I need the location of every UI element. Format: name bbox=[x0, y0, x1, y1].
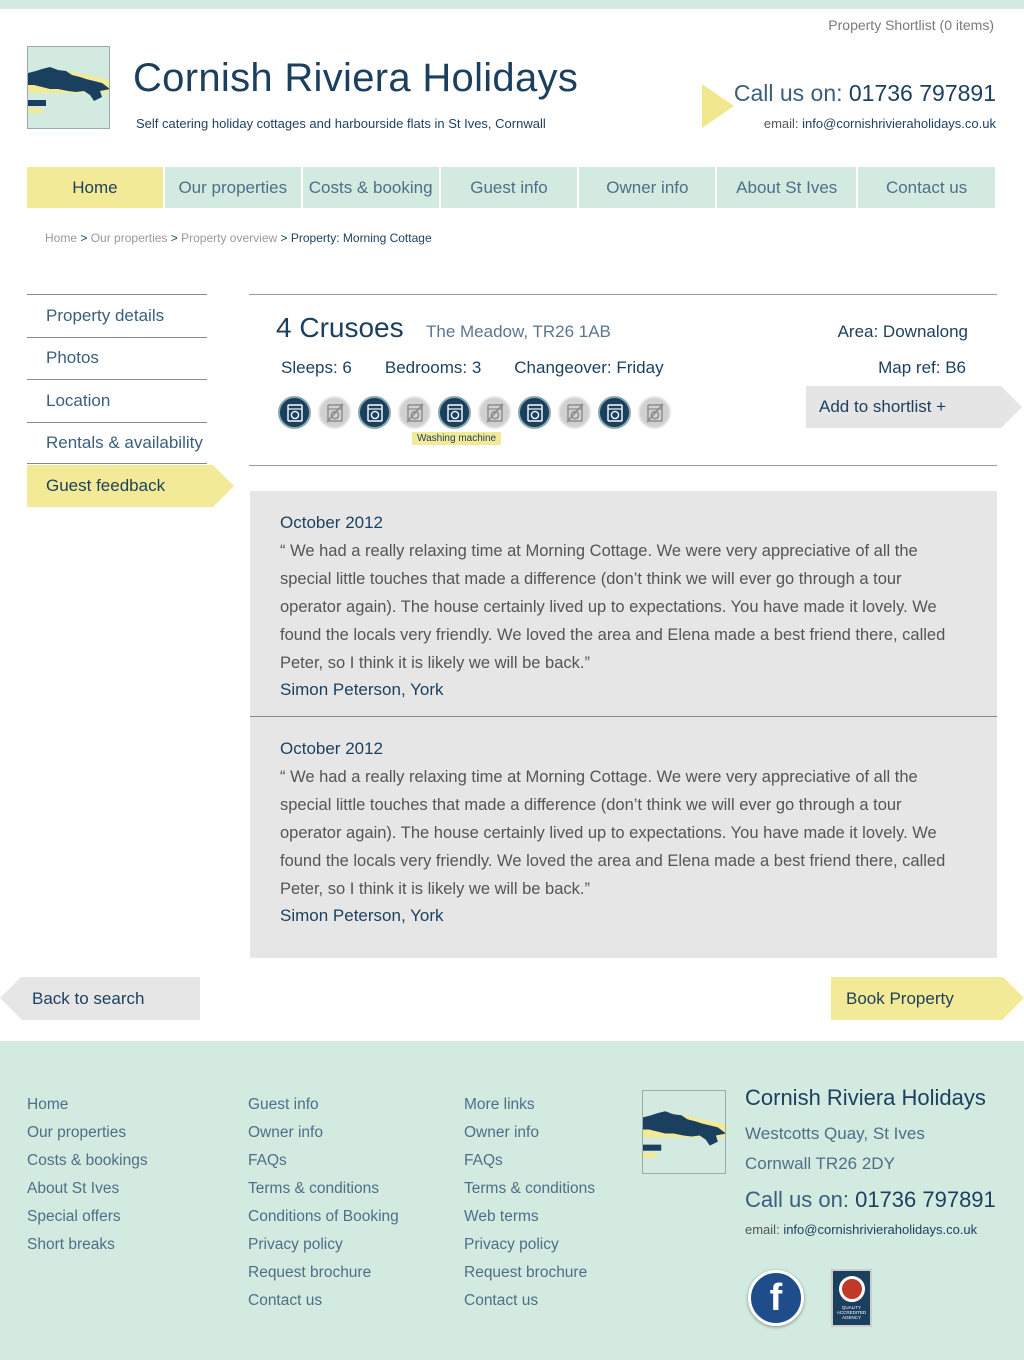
nav-our-properties[interactable]: Our properties bbox=[165, 167, 301, 208]
site-tagline: Self catering holiday cottages and harbourside flats in St Ives, Cornwall bbox=[136, 116, 546, 131]
washing-machine-unavailable-icon[interactable] bbox=[478, 396, 511, 429]
review-date: October 2012 bbox=[280, 513, 384, 532]
property-facts bbox=[281, 358, 664, 378]
review-author: Simon Peterson, York bbox=[280, 680, 444, 699]
footer-email-link[interactable]: info@cornishrivieraholidays.co.uk bbox=[783, 1222, 978, 1237]
breadcrumb-separator: > bbox=[80, 231, 88, 245]
review-author: Simon Peterson, York bbox=[280, 906, 444, 925]
review-text: “ We had a really relaxing time at Morning Cottage. We were very appreciative of all the special little touches that made a difference (don’t think we will ever go through a tour operator again). The house certainly lived up to expectations. You have made it lovely. We found the locals very friendly. We loved the area and Elena made a best friend there, called Peter, so I think it is likely we will be back.” bbox=[280, 768, 946, 898]
email-label: email: bbox=[763, 116, 799, 131]
footer-link[interactable]: Terms & conditions bbox=[248, 1180, 379, 1197]
footer-link[interactable]: Our properties bbox=[27, 1124, 127, 1141]
footer bbox=[0, 1041, 1024, 1360]
property-header bbox=[249, 294, 997, 466]
changeover-value: Changeover: Friday bbox=[514, 358, 664, 377]
sidebar-item-location[interactable]: Location bbox=[27, 379, 207, 422]
footer-links-col1 bbox=[27, 1091, 148, 1259]
sidebar-item-property-details[interactable]: Property details bbox=[27, 294, 207, 337]
phone-number[interactable]: 01736 797891 bbox=[848, 80, 996, 106]
footer-links-col3 bbox=[464, 1091, 595, 1315]
footer-link[interactable]: Guest info bbox=[248, 1096, 319, 1113]
footer-link[interactable]: Costs & bookings bbox=[27, 1152, 148, 1169]
quality-accredited-badge-icon[interactable] bbox=[831, 1269, 872, 1327]
nav-about-st-ives[interactable]: About St Ives bbox=[717, 167, 856, 208]
amenity-tooltip: Washing machine bbox=[412, 432, 501, 445]
footer-link[interactable]: Privacy policy bbox=[248, 1236, 343, 1253]
washing-machine-unavailable-icon[interactable] bbox=[638, 396, 671, 429]
footer-call-label: Call us on: bbox=[745, 1187, 849, 1212]
nav-owner-info[interactable]: Owner info bbox=[579, 167, 715, 208]
footer-link[interactable]: Web terms bbox=[464, 1208, 539, 1225]
nav-costs-booking[interactable]: Costs & booking bbox=[303, 167, 439, 208]
bedrooms-value: Bedrooms: 3 bbox=[384, 358, 482, 377]
property-address: The Meadow, TR26 1AB bbox=[426, 322, 611, 341]
footer-link[interactable]: Short breaks bbox=[27, 1236, 115, 1253]
header-phone bbox=[734, 80, 996, 107]
header-email bbox=[764, 116, 996, 131]
washing-machine-unavailable-icon[interactable] bbox=[398, 396, 431, 429]
footer-links-col2 bbox=[248, 1091, 399, 1315]
footer-email bbox=[745, 1222, 977, 1237]
footer-address-line1: Westcotts Quay, St Ives bbox=[745, 1124, 925, 1143]
breadcrumb-property-overview[interactable]: Property overview bbox=[181, 231, 278, 245]
property-area: Area: Downalong bbox=[837, 322, 968, 341]
footer-phone-number[interactable]: 01736 797891 bbox=[855, 1187, 996, 1212]
logo-coast-icon bbox=[643, 1091, 726, 1174]
footer-link[interactable]: Privacy policy bbox=[464, 1236, 559, 1253]
nav-home[interactable]: Home bbox=[27, 167, 163, 208]
property-sidebar bbox=[27, 294, 207, 507]
review-text: “ We had a really relaxing time at Morning Cottage. We were very appreciative of all the special little touches that made a difference (don’t think we will ever go through a tour operator again). The house certainly lived up to expectations. You have made it lovely. We found the locals very friendly. We loved the area and Elena made a best friend there, called Peter, so I think it is likely we will be back.” bbox=[280, 542, 946, 672]
footer-link[interactable]: More links bbox=[464, 1096, 535, 1113]
washing-machine-icon[interactable] bbox=[278, 396, 311, 429]
nav-contact-us[interactable]: Contact us bbox=[858, 167, 995, 208]
breadcrumb-current: Property: Morning Cottage bbox=[290, 231, 432, 245]
breadcrumb bbox=[45, 231, 432, 245]
sidebar-item-guest-feedback[interactable]: Guest feedback bbox=[27, 465, 213, 507]
footer-link[interactable]: FAQs bbox=[248, 1152, 287, 1169]
add-to-shortlist-button[interactable]: Add to shortlist + bbox=[806, 386, 1001, 428]
review-date: October 2012 bbox=[280, 739, 384, 758]
book-property-button[interactable]: Book Property bbox=[831, 977, 1003, 1020]
footer-link[interactable]: About St Ives bbox=[27, 1180, 120, 1197]
footer-company-name: Cornish Riviera Holidays bbox=[745, 1085, 986, 1110]
site-logo[interactable] bbox=[27, 46, 110, 129]
logo-coast-icon bbox=[28, 47, 110, 129]
breadcrumb-our-properties[interactable]: Our properties bbox=[90, 231, 168, 245]
washing-machine-icon[interactable] bbox=[598, 396, 631, 429]
main-nav bbox=[27, 167, 995, 208]
property-name: 4 Crusoes bbox=[276, 312, 404, 343]
property-shortlist-link[interactable]: Property Shortlist (0 items) bbox=[828, 17, 994, 33]
email-link[interactable]: info@cornishrivieraholidays.co.uk bbox=[802, 116, 996, 131]
washing-machine-icon[interactable] bbox=[518, 396, 551, 429]
footer-link[interactable]: Request brochure bbox=[464, 1264, 588, 1281]
property-map-ref: Map ref: B6 bbox=[878, 358, 966, 377]
breadcrumb-separator: > bbox=[170, 231, 178, 245]
breadcrumb-separator: > bbox=[280, 231, 288, 245]
guest-feedback-panel bbox=[250, 491, 997, 958]
footer-link[interactable]: Terms & conditions bbox=[464, 1180, 595, 1197]
breadcrumb-home[interactable]: Home bbox=[45, 231, 78, 245]
sidebar-item-photos[interactable]: Photos bbox=[27, 337, 207, 380]
footer-email-label: email: bbox=[745, 1222, 780, 1237]
washing-machine-icon[interactable] bbox=[438, 396, 471, 429]
review-item bbox=[250, 716, 997, 942]
footer-link[interactable]: Owner info bbox=[464, 1124, 539, 1141]
footer-link[interactable]: Conditions of Booking bbox=[248, 1208, 399, 1225]
amenity-icons bbox=[278, 396, 671, 429]
nav-guest-info[interactable]: Guest info bbox=[441, 167, 578, 208]
site-title[interactable]: Cornish Riviera Holidays bbox=[133, 56, 579, 100]
footer-phone bbox=[745, 1187, 996, 1213]
footer-link[interactable]: Contact us bbox=[248, 1292, 323, 1309]
top-strip bbox=[0, 0, 1024, 9]
footer-link[interactable]: Request brochure bbox=[248, 1264, 372, 1281]
footer-link[interactable]: Special offers bbox=[27, 1208, 121, 1225]
footer-address-line2: Cornwall TR26 2DY bbox=[745, 1154, 895, 1173]
sidebar-item-rentals-availability[interactable]: Rentals & availability bbox=[27, 422, 207, 465]
call-label: Call us on: bbox=[733, 80, 843, 106]
review-item bbox=[250, 491, 997, 716]
washing-machine-icon[interactable] bbox=[358, 396, 391, 429]
footer-link[interactable]: Home bbox=[27, 1096, 69, 1113]
sleeps-value: Sleeps: 6 bbox=[281, 358, 352, 377]
footer-link[interactable]: Contact us bbox=[464, 1292, 539, 1309]
footer-logo[interactable] bbox=[642, 1090, 726, 1174]
call-arrow-icon bbox=[702, 84, 734, 128]
rose-icon bbox=[839, 1276, 865, 1302]
badge-text: QUALITY ACCREDITED AGENCY bbox=[836, 1305, 867, 1320]
footer-link[interactable]: Owner info bbox=[248, 1124, 323, 1141]
washing-machine-unavailable-icon[interactable] bbox=[558, 396, 591, 429]
footer-address bbox=[745, 1119, 925, 1179]
back-to-search-button[interactable]: Back to search bbox=[21, 977, 200, 1020]
footer-link[interactable]: FAQs bbox=[464, 1152, 503, 1169]
facebook-icon[interactable]: f bbox=[748, 1270, 804, 1326]
washing-machine-unavailable-icon[interactable] bbox=[318, 396, 351, 429]
